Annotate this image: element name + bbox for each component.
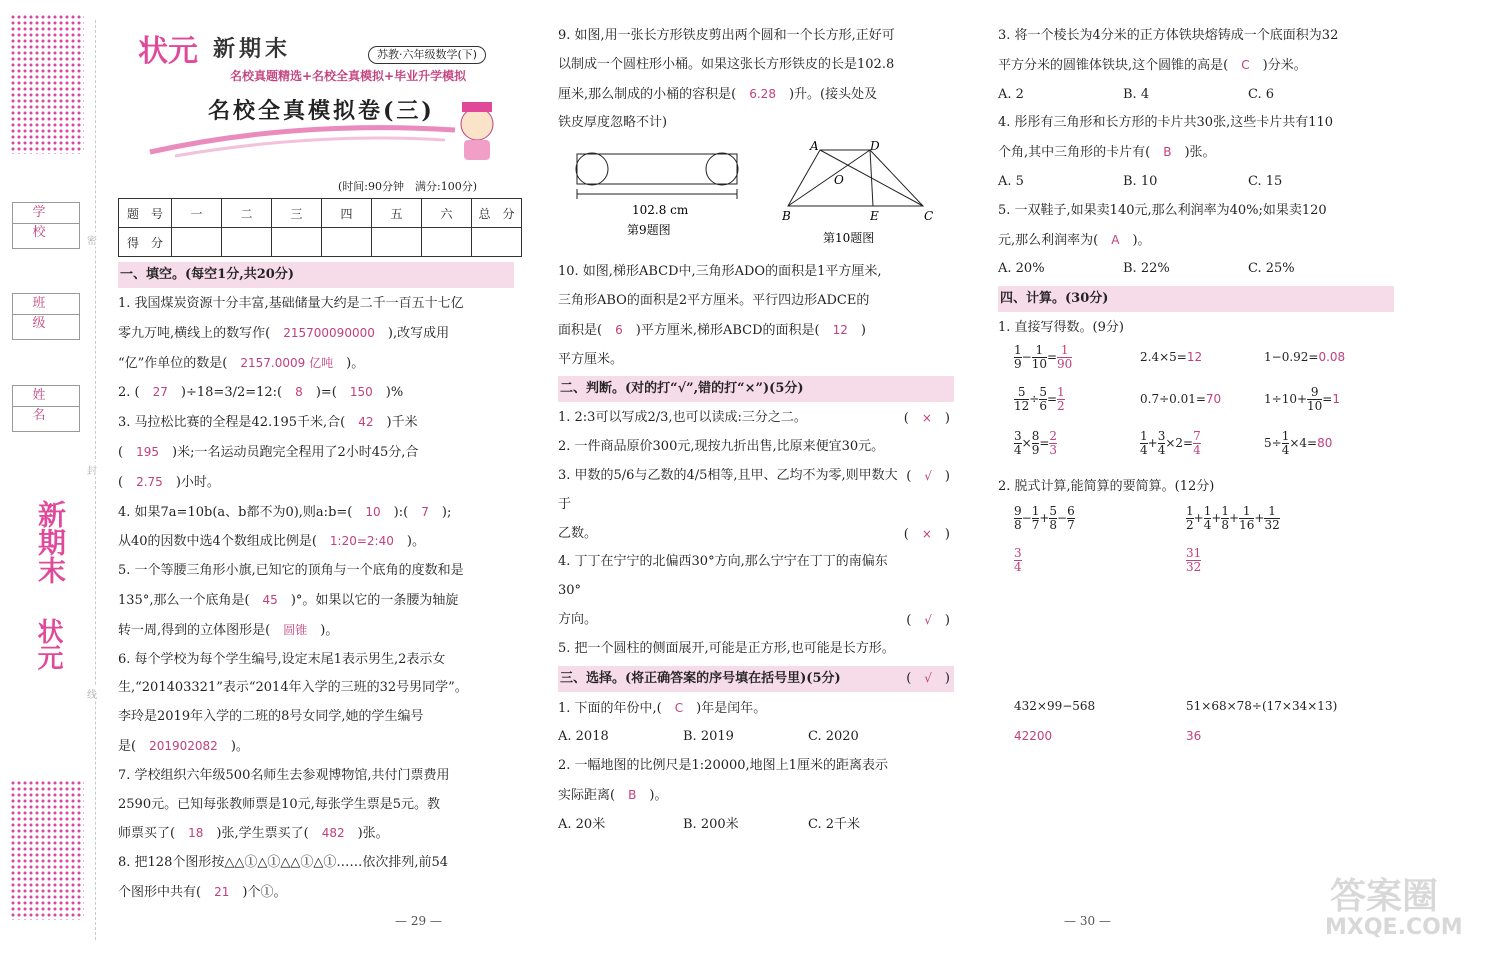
answer: 482	[321, 826, 345, 841]
option[interactable]: B. 200米	[683, 816, 739, 832]
judge-item-cont: 方向。 ( √ )	[558, 606, 954, 635]
answer: 195	[136, 444, 159, 459]
score-cell[interactable]	[222, 228, 272, 257]
sc-1-answer: $\frac{3}{4}$	[1014, 545, 1022, 574]
option[interactable]: C. 2千米	[808, 816, 861, 832]
option[interactable]: B. 22%	[1123, 261, 1170, 277]
choice-questions-cont	[998, 22, 1394, 284]
calc-q1: 1. 直接写得数。(9分)	[998, 320, 1124, 336]
answer: 201902082	[149, 738, 218, 753]
dc-7: $\frac{3}{4}$ × $\frac{8}{9}$ = $\frac{2}{3}$	[1014, 428, 1058, 457]
section-fill: 一、填空。(每空1分,共20分)	[118, 262, 514, 288]
choice-line: 3. 将一个棱长为4分米的正方体铁块熔铸成一个底面积为32	[998, 28, 1339, 43]
judge-mark[interactable]: ( √ )	[906, 468, 950, 484]
answer: 6	[615, 322, 623, 337]
dc-1: $\frac{1}{9}$ − $\frac{1}{10}$ = $\frac{1}{90}$	[1014, 342, 1073, 371]
dc-5: 0.7÷0.01=70	[1140, 391, 1222, 406]
score-head-7: 总 分	[472, 199, 522, 228]
judge-mark[interactable]: ( × )	[903, 411, 950, 427]
question-line: 李玲是2019年入学的二班的8号女同学,她的学生编号	[118, 709, 424, 725]
question-line: 三角形ABO的面积是2平方厘米。平行四边形ADCE的	[558, 292, 870, 308]
answer: 42	[358, 415, 374, 430]
question-line: 从40的因数中选4个数组成比例是( 1:20=2:40 )。	[118, 534, 425, 550]
answer: C	[674, 700, 684, 715]
question-line: 6. 每个学校为每个学生编号,设定末尾1表示男生,2表示女	[118, 651, 446, 667]
choice-line: 5. 一双鞋子,如果卖140元,那么利润率为40%;如果卖120	[998, 202, 1327, 218]
option[interactable]: A. 2	[998, 86, 1024, 102]
side-vertical-title: 新期末	[34, 500, 67, 584]
question-line: 是( 201902082 )。	[118, 738, 249, 754]
answer: 10	[365, 504, 381, 519]
choice-options	[998, 81, 1394, 110]
question-line: 师票买了( 18 )张,学生票买了( 482 )张。	[118, 826, 389, 842]
answer: B	[628, 787, 637, 802]
choice-line: 个角,其中三角形的卡片有( B )张。	[998, 145, 1216, 161]
edition-badge: 苏教·六年级数学(下)	[368, 46, 486, 64]
judge-item: 2. 一件商品原价300元,现按九折出售,比原来便宜30元。	[558, 439, 885, 455]
answer: 6.28	[749, 86, 776, 101]
dc-9: 5÷ $\frac{1}{4}$ ×4=80	[1264, 428, 1333, 457]
label-B: B	[782, 209, 791, 224]
answer: 7	[421, 504, 429, 519]
score-cell[interactable]	[372, 228, 422, 257]
score-row-label: 得 分	[119, 228, 172, 257]
choice-line: 1. 下面的年份中,( C )年是闰年。	[558, 700, 767, 716]
right-column	[998, 22, 1394, 752]
school-label: 学 校	[13, 203, 79, 224]
sc-1: $\frac{9}{8}$ − $\frac{1}{7}$ + $\frac{5}{8}$ − $\frac{6}{7}$	[1014, 503, 1075, 532]
choice-line: 元,那么利润率为( A )。	[998, 232, 1151, 248]
figure-9	[572, 146, 772, 256]
question-line: 面积是( 6 )平方厘米,梯形ABCD的面积是( 12 )	[558, 322, 866, 338]
question-line: 2590元。已知每张教师票是10元,每张学生票是5元。教	[118, 796, 441, 812]
question-line: 平方厘米。	[558, 351, 624, 367]
header-series: 新期末	[213, 37, 292, 62]
sc-3-answer: 42200	[1014, 728, 1053, 743]
score-head-2: 二	[222, 199, 272, 228]
answer: 2157.0009 亿吨	[240, 355, 334, 370]
question-line: 3. 马拉松比赛的全程是42.195千米,合( 42 )千米	[118, 415, 418, 431]
label-O: O	[834, 173, 844, 188]
figures	[558, 138, 954, 258]
answer: 2.75	[136, 474, 163, 489]
score-head-3: 三	[272, 199, 322, 228]
sc-4-answer: 36	[1186, 728, 1202, 743]
judge-item: 4. 丁丁在宁宁的北偏西30°方向,那么宁宁在丁丁的南偏东30°	[558, 554, 888, 599]
question-line: ( 2.75 )小时。	[118, 474, 220, 490]
header-swoosh	[145, 120, 465, 160]
dc-3: 1−0.92=0.08	[1264, 349, 1346, 364]
question-line: 135°,那么一个底角是( 45 )°。如果以它的一条腰为轴旋	[118, 592, 459, 608]
sc-4: 51×68×78÷(17×34×13)	[1186, 698, 1338, 713]
question-line: 7. 学校组织六年级500名师生去参观博物馆,共付门票费用	[118, 767, 450, 783]
q9	[558, 22, 954, 138]
header-logo: 状元	[138, 34, 198, 69]
answer: A	[1111, 232, 1120, 247]
watermark-url: MXQE.COM	[1325, 915, 1463, 940]
choice-options	[998, 255, 1394, 284]
score-head-5: 五	[372, 199, 422, 228]
name-label: 姓 名	[13, 386, 79, 407]
question-line: ( 195 )米;一名运动员跑完全程用了2小时45分,合	[118, 444, 419, 460]
choice-line: 2. 一幅地图的比例尺是1:20000,地图上1厘米的距离表示	[558, 758, 888, 774]
question-line: 2. ( 27 )÷18=3/2=12:( 8 )=( 150 )%	[118, 385, 404, 401]
time-info: (时间:90分钟 满分:100分)	[338, 180, 477, 193]
label-D: D	[870, 139, 880, 154]
score-cell[interactable]	[472, 228, 522, 257]
school-box	[12, 202, 80, 249]
middle-column	[558, 22, 954, 840]
fill-questions	[118, 290, 514, 908]
answer: 45	[262, 592, 278, 607]
left-column	[118, 260, 514, 908]
question-line: 生,“201403321”表示“2014年入学的三班的32号男同学”。	[118, 680, 468, 696]
answer: 27	[152, 385, 168, 400]
figure-10	[778, 138, 948, 248]
dc-4: $\frac{5}{12}$ ÷ $\frac{5}{6}$ = $\frac{1}{2}$	[1014, 384, 1065, 413]
score-cell[interactable]	[172, 228, 222, 257]
side-logo: 状元	[33, 618, 63, 670]
name-box	[12, 385, 80, 432]
choice-line: 平方分米的圆锥体铁块,这个圆锥的高是( C )分米。	[998, 57, 1307, 73]
question-line: “亿”作单位的数是( 2157.0009 亿吨 )。	[118, 355, 365, 371]
score-cell[interactable]	[322, 228, 372, 257]
sc-2: $\frac{1}{2}$ + $\frac{1}{4}$ + $\frac{1}{8}$ + $\frac{1}{16}$ + $\frac{1}{32}$	[1186, 503, 1280, 532]
choice-options	[558, 811, 954, 840]
question-line: 10. 如图,梯形ABCD中,三角形ADO的面积是1平方厘米,	[558, 264, 882, 280]
dc-6: 1÷10+ $\frac{9}{10}$ =1	[1264, 384, 1340, 413]
page-number-29: — 29 —	[395, 914, 442, 928]
choice-options	[998, 168, 1394, 197]
question-line: 5. 一个等腰三角形小旗,已知它的顶角与一个底角的度数和是	[118, 563, 464, 579]
option[interactable]: A. 5	[998, 173, 1024, 189]
answer: 150	[349, 385, 373, 400]
score-head-0: 题 号	[119, 199, 172, 228]
judge-item-cont: 乙数。 ( × )	[558, 520, 954, 549]
question-line: 零九万吨,横线上的数写作( 215700090000 ),改写成用	[118, 325, 450, 341]
header-slogan: 名校真题精选+名校全真模拟+毕业升学模拟	[230, 69, 467, 83]
answer: 12	[832, 322, 848, 337]
figure-9-caption: 第9题图	[627, 223, 671, 238]
class-box	[12, 293, 80, 340]
answer: 8	[295, 385, 303, 400]
figure-10-caption: 第10题图	[823, 231, 875, 246]
figure-9-dim: 102.8 cm	[632, 203, 689, 218]
question-line: 个图形中共有( 21 )个①。	[118, 884, 287, 900]
header-title: 名校全真模拟卷(三)	[208, 98, 435, 124]
cut-char-2: 封	[87, 462, 97, 477]
choice-line: 实际距离( B )。	[558, 787, 668, 803]
sc-2-answer: $\frac{31}{32}$	[1186, 545, 1202, 574]
decor-dots-bottom	[10, 780, 84, 920]
option[interactable]: A. 2018	[558, 729, 609, 745]
option[interactable]: C. 6	[1248, 86, 1275, 102]
judge-item: 1. 2:3可以写成2/3,也可以读成:三分之二。 ( × )	[558, 404, 954, 433]
dc-8: $\frac{1}{4}$ + $\frac{3}{4}$ ×2= $\frac{7}{4}$	[1140, 428, 1201, 457]
option[interactable]: B. 10	[1123, 173, 1158, 189]
answer: 18	[188, 826, 204, 841]
cut-char-1: 密	[87, 232, 97, 247]
option[interactable]: C. 25%	[1248, 261, 1295, 277]
question-line: 8. 把128个图形按△△①△①△△①△①……依次排列,前54	[118, 855, 449, 871]
answer: 215700090000	[283, 325, 375, 340]
score-head-6: 六	[422, 199, 472, 228]
question-line: 4. 如果7a=10b(a、b都不为0),则a:b=( 10 ):( 7 );	[118, 504, 452, 520]
answer: 1:20=2:40	[329, 534, 394, 549]
option[interactable]: C. 15	[1248, 173, 1283, 189]
watermark-logo: 答案圈	[1330, 876, 1439, 917]
judge-mark[interactable]: ( √ )	[906, 670, 950, 686]
class-label: 班 级	[13, 294, 79, 315]
cut-char-3: 线	[87, 686, 97, 701]
option[interactable]: A. 20%	[998, 261, 1045, 277]
judge-item: 3. 甲数的5/6与乙数的4/5相等,且甲、乙均不为零,则甲数大于	[558, 467, 898, 512]
judge-mark[interactable]: ( √ )	[906, 612, 950, 628]
score-cell[interactable]	[422, 228, 472, 257]
option[interactable]: B. 2019	[683, 729, 734, 745]
calc-q2: 2. 脱式计算,能简算的要简算。(12分)	[998, 478, 1215, 494]
answer: 圆锥	[283, 622, 308, 637]
q10	[558, 258, 954, 374]
section-choice: 三、选择。(将正确答案的序号填在括号里)(5分)	[558, 666, 954, 692]
question-line: 1. 我国煤炭资源十分丰富,基础储量大约是二千一百五十七亿	[118, 296, 464, 311]
question-line: 铁皮厚度忽略不计)	[558, 115, 668, 131]
section-judge: 二、判断。(对的打“√”,错的打“×”)(5分)	[558, 376, 954, 402]
label-E: E	[870, 209, 879, 224]
question-line: 转一周,得到的立体图形是( 圆锥 )。	[118, 622, 339, 638]
answer: 21	[214, 884, 230, 899]
decor-dots-top	[10, 14, 84, 154]
score-head-1: 一	[172, 199, 222, 228]
direct-calc	[998, 343, 1394, 473]
choice-line: 4. 彤彤有三角形和长方形的卡片共30张,这些卡片共有110	[998, 115, 1334, 131]
question-line: 以制成一个圆柱形小桶。如果这张长方形铁皮的长是102.8	[558, 56, 895, 72]
score-table	[118, 198, 522, 257]
label-C: C	[924, 209, 934, 224]
judge-item: 5. 把一个圆柱的侧面展开,可能是正方形,也可能是长方形。	[558, 640, 895, 656]
cartoon-mascot-icon	[442, 94, 512, 164]
section-calc: 四、计算。(30分)	[998, 286, 1394, 312]
answer: B	[1163, 145, 1172, 160]
choice-options	[558, 723, 954, 752]
judge-mark[interactable]: ( × )	[903, 526, 950, 542]
cut-line	[95, 20, 96, 940]
question-line: 9. 如图,用一张长方形铁皮剪出两个圆和一个长方形,正好可	[558, 28, 895, 43]
question-line: 厘米,那么制成的小桶的容积是( 6.28 )升。(接头处及	[558, 86, 878, 102]
step-calc	[998, 502, 1394, 752]
option[interactable]: C. 2020	[808, 729, 859, 745]
dc-2: 2.4×5=12	[1140, 349, 1203, 364]
score-cell[interactable]	[272, 228, 322, 257]
score-head-4: 四	[322, 199, 372, 228]
sc-3: 432×99−568	[1014, 698, 1096, 713]
option[interactable]: B. 4	[1123, 86, 1150, 102]
page-number-30: — 30 —	[1064, 914, 1111, 928]
choice-questions	[558, 694, 954, 840]
label-A: A	[810, 139, 819, 154]
answer: C	[1241, 57, 1250, 72]
option[interactable]: A. 20米	[558, 816, 606, 832]
